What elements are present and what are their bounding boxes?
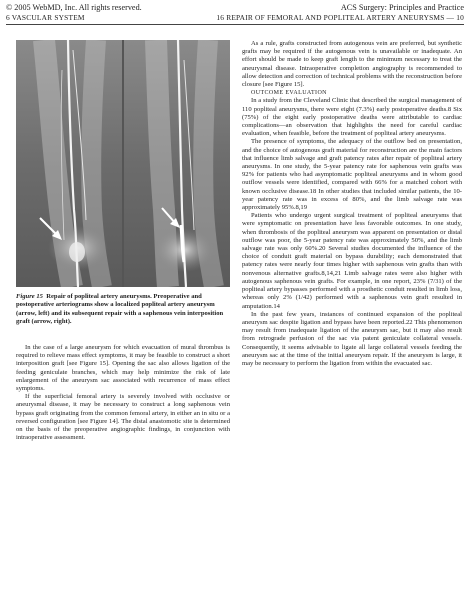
body-paragraph: If the superficial femoral artery is severely involved with occlusive or aneurysmal disease, it may be necessary to construct a long saphenous vein bypass graft originating from the common femoral artery, in either an in situ or a reversed configuration [see Figure 14]. The distal anastomotic site is determined on the basis of the preoperative angiographic findings, in conjunction with intraoperative assessment.	[16, 393, 230, 442]
angiogram-image	[16, 40, 230, 287]
right-column	[242, 40, 462, 368]
section-heading: OUTCOME EVALUATION	[251, 90, 327, 97]
body-paragraph: In the case of a large aneurysm for which evacuation of mural thrombus is required to relieve mass effect symptoms, it may be feasible to construct a short interposition graft [see Figure 15]. Opening the sac also allows ligation of the feeding geniculate branches, which may help minimize the risk of late enlargement of the aneurysm sac associated with recurrence of mass effect symptoms.	[16, 344, 230, 393]
body-paragraph: In the past few years, instances of continued expansion of the popliteal aneurysm sac despite ligation and bypass have been reported.22 This phenomenon may result from inadequate ligation of the aneurysm sac, but it may also result from retrograde perfusion of the sac via patent geniculate collateral vessels. Consequently, it seems advisable to ligate all large collateral vessels feeding the aneurysm sac at the time of the initial aneurysm repair. If the aneurysm is large, it may be necessary to perform the ligation from within the evacuated sac.	[242, 310, 462, 367]
book-title: ACS Surgery: Principles and Practice	[340, 3, 464, 12]
figure-caption	[16, 293, 230, 327]
body-paragraph: The presence of symptoms, the adequacy of the outflow bed on presentation, and the choice of autogenous graft material for reconstruction are the main factors that influence limb salvage and graft patency rates after repair of popliteal artery aneurysms. In one study, the 5-year patency rate for saphenous vein grafts was 92% for patients who had asymptomatic popliteal aneurysms and in whom good outflow vessels were identified, compared with 66% for a matched cohort with known occlusive disease.18 In other studies that included similar patients, the 10-year patency rate was in excess of 80%, and the limb salvage rate was approximately 95%.8,19	[242, 138, 462, 212]
figure-label: Figure 15	[16, 293, 43, 300]
body-paragraph: Patients who undergo urgent surgical treatment of popliteal aneurysms that were symptomatic on presentation have less favorable outcomes. In one study, when thrombosis of the popliteal aneurysm was apparent on presentation or distal outflow was poor, the 5-year patency rate was approximately 50%, and the limb salvage rate was only 60%.20 Several studies documented the influence of the choice of conduit graft material on bypass durability; each demonstrated that patency rates were nearly four times higher with saphenous vein grafts than with nonvenous alternative grafts.8,14,21 Limb salvage rates were also higher with autogenous saphenous vein grafts. For example, in one report, 23% (7/31) of the popliteal artery bypasses performed with a prosthetic conduit resulted in limb loss, whereas only 2% (1/42) performed with a saphenous vein graft resulted in amputation.14	[242, 212, 462, 310]
header-rule	[6, 24, 464, 25]
body-paragraph: In a study from the Cleveland Clinic that described the surgical management of 110 popliteal aneurysms, there were eight (7.3%) early postoperative deaths.8 Six (75%) of the eight early postoperative deaths were attributable to cardiac complications—an observation that highlights the need for careful cardiac evaluation, when feasible, before the treatment of popliteal artery aneurysms.	[242, 97, 462, 138]
running-head-left: 6 VASCULAR SYSTEM	[6, 13, 85, 22]
figure-caption-text: Repair of popliteal artery aneurysms. Preoperative and postoperative arteriograms show a localized popliteal artery aneurysm (arrow, left) and its subsequent repair with a saphenous vein interposition graft (arrow, right).	[16, 293, 224, 326]
angiogram-figure	[16, 40, 230, 287]
running-head-right: 16 REPAIR OF FEMORAL AND POPLITEAL ARTERY ANEURYSMS — 10	[216, 13, 464, 22]
left-column	[16, 344, 230, 442]
intro-paragraph: As a rule, grafts constructed from autogenous vein are preferred, but synthetic grafts may be required if the autogenous vein is unavailable or inadequate. An effort should be made to keep graft length to the minimum necessary to treat the aneurysmal disease. Intraoperative completion angiography is recommended to allow detection and correction of technical problems with the reconstruction before closure [see Figure 15].	[242, 40, 462, 89]
copyright-notice: © 2005 WebMD, Inc. All rights reserved.	[6, 3, 142, 12]
